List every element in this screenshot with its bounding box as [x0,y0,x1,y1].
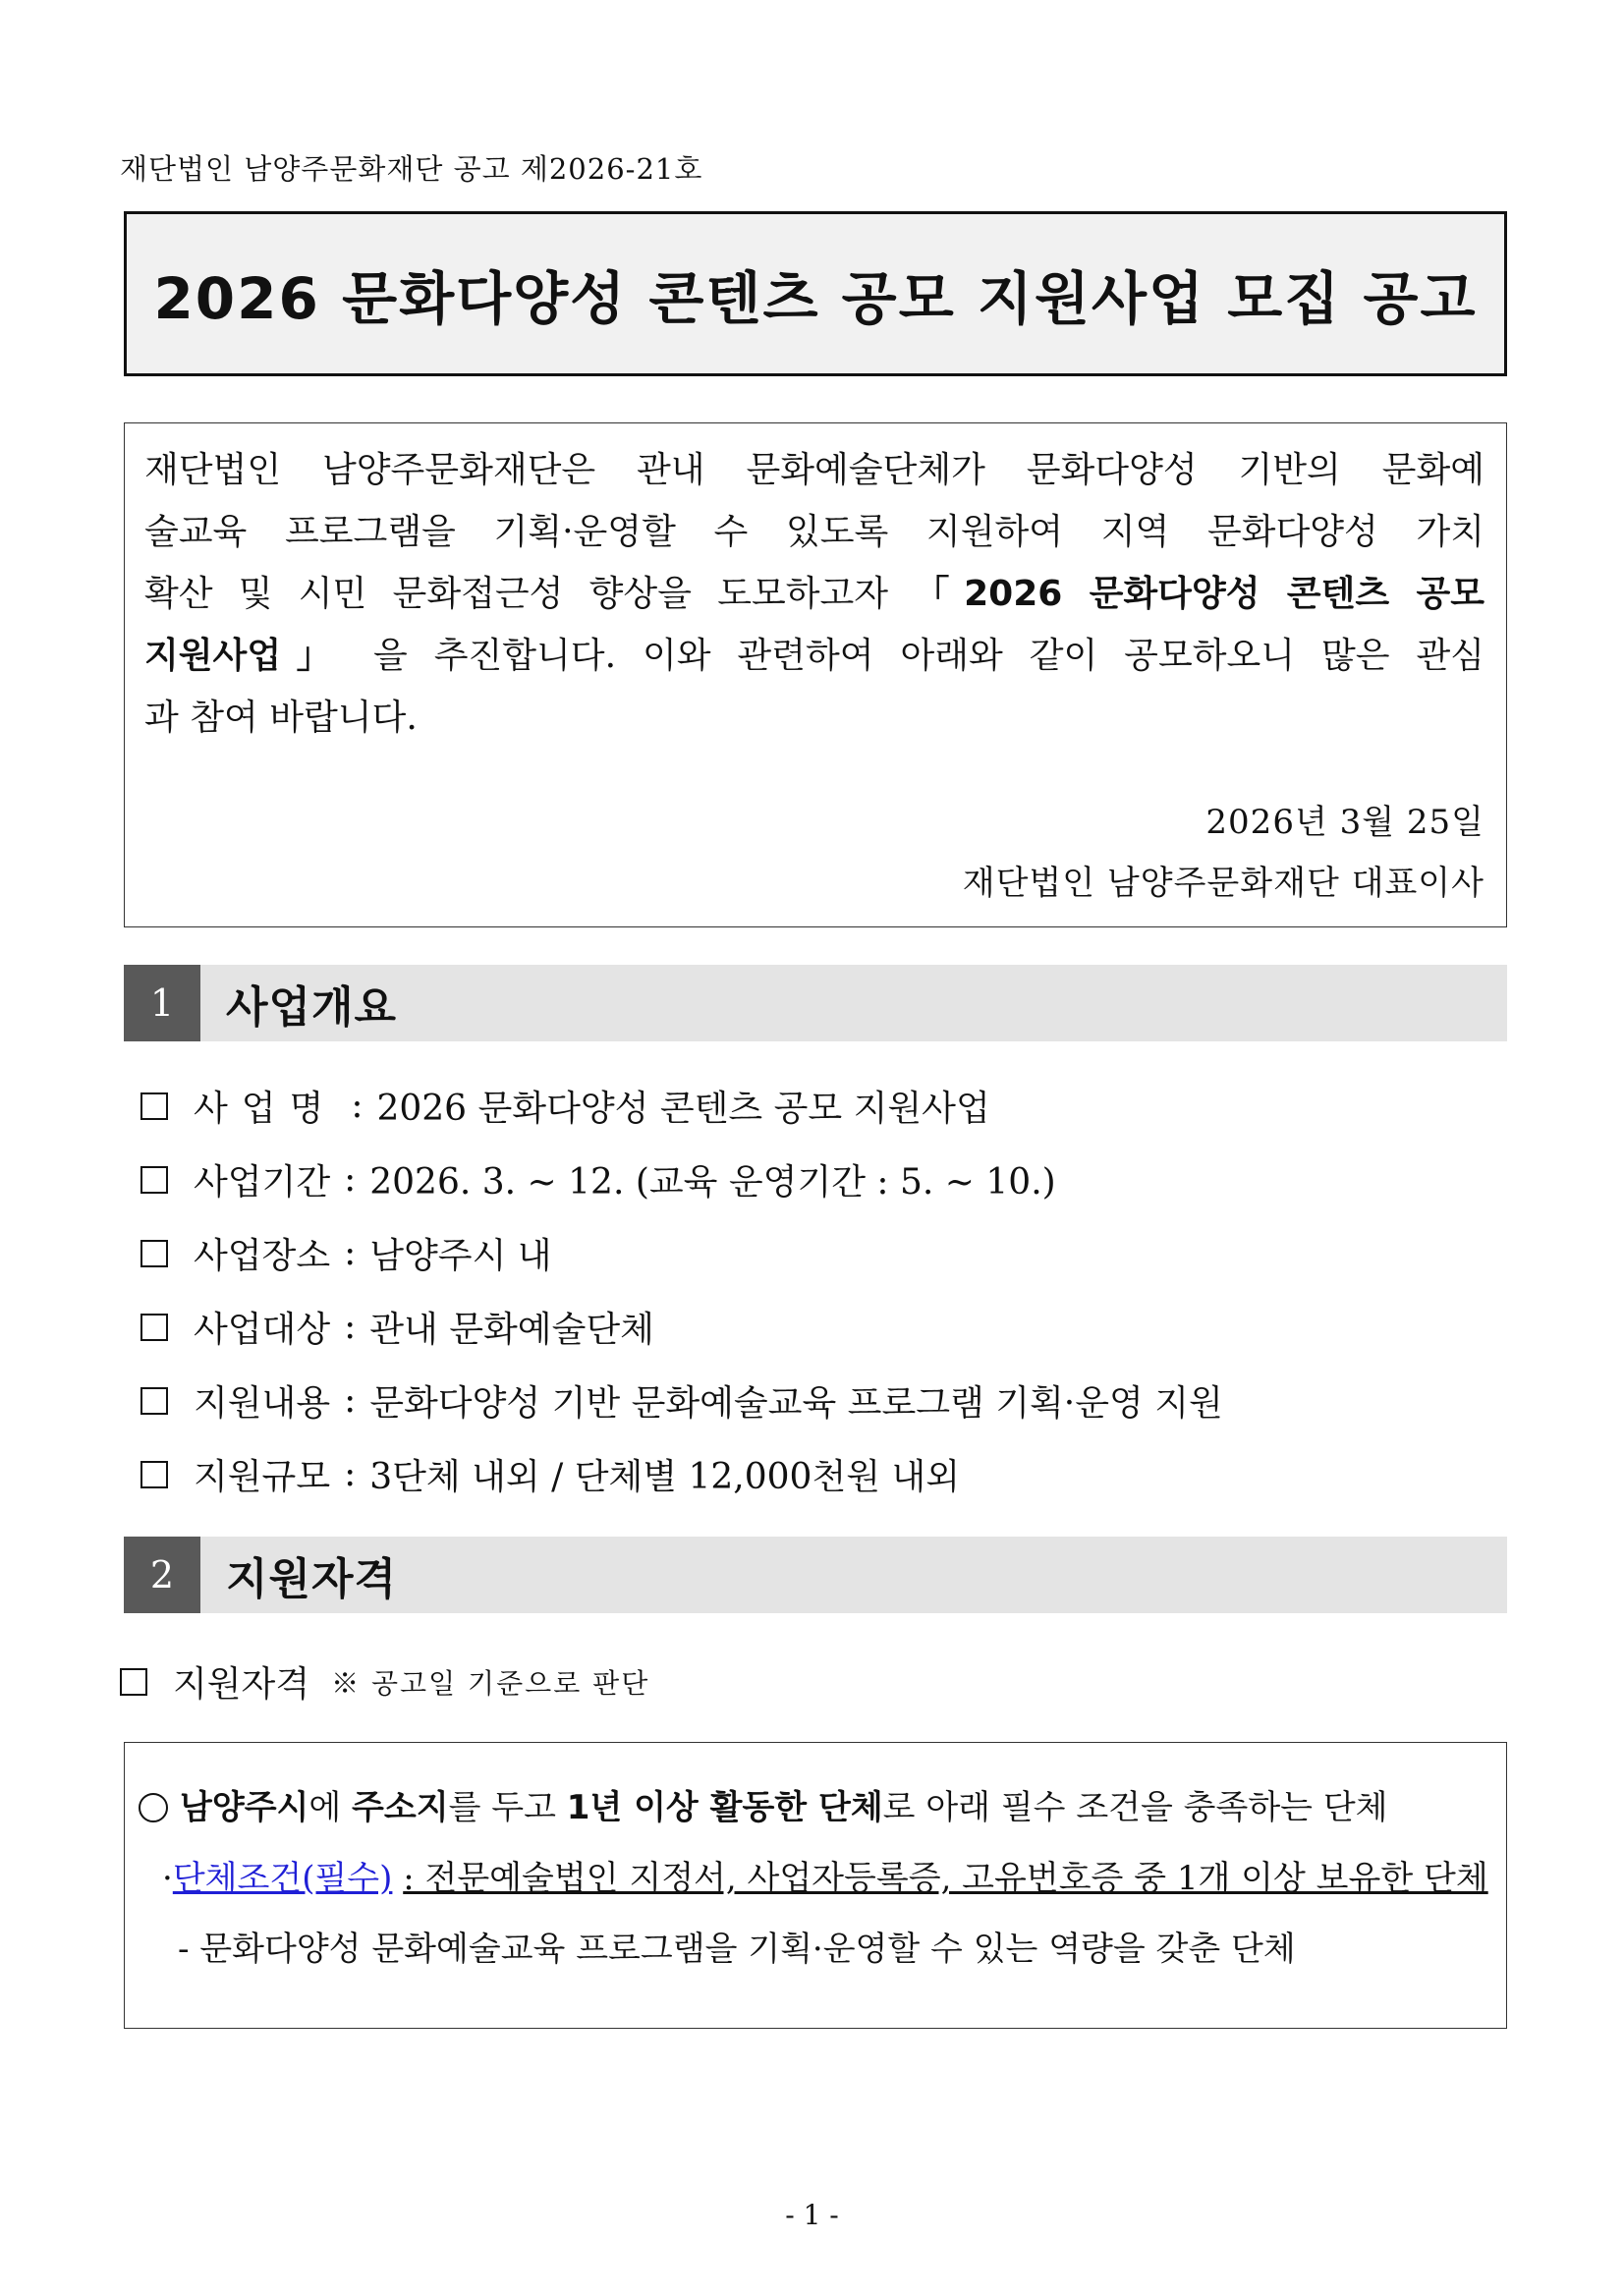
req-text: 에 [308,1788,353,1827]
overview-item: 지원규모 : 3단체 내외 / 단체별 12,000천원 내외 [140,1449,960,1499]
section-number: 1 [124,965,200,1041]
item-label: 사업대상 [194,1310,331,1350]
item-value: 2026 문화다양성 콘텐츠 공모 지원사업 [376,1089,990,1129]
item-label: 사업장소 [194,1236,331,1276]
notice-number: 재단법인 남양주문화재단 공고 제2026-21호 [120,152,703,186]
item-label: 사업기간 [194,1162,331,1203]
req-bold-address: 주소지 [352,1788,449,1827]
item-value: 남양주시 내 [369,1236,552,1276]
intro-line-4-text: 을 추진합니다. 이와 관련하여 아래와 같이 공모하오니 많은 관심 [373,636,1484,676]
checkbox-icon [140,1314,168,1341]
notice-signer: 재단법인 남양주문화재단 대표이사 [962,864,1484,903]
qualification-row [120,1656,649,1707]
intro-line-4 [144,625,1484,687]
condition-link[interactable]: 단체조건(필수) [172,1859,393,1898]
intro-box [124,422,1507,927]
section-title: 지원자격 [226,1554,398,1604]
circle-bullet-icon [139,1793,168,1822]
req-bold-activity: 1년 이상 활동한 단체 [566,1788,883,1827]
bullet-dot: · [162,1859,173,1898]
requirement-condition [139,1843,1506,1914]
req-text: 로 아래 필수 조건을 충족하는 단체 [882,1788,1388,1827]
checkbox-icon [140,1092,168,1120]
requirement-capability: - 문화다양성 문화예술교육 프로그램을 기획·운영할 수 있는 역량을 갖춘 단체 [178,1930,1296,1969]
section-header-eligibility [124,1537,1507,1613]
intro-line-2: 술교육 프로그램을 기획·운영할 수 있도록 지원하여 지역 문화다양성 가치 [144,512,1484,552]
notice-date: 2026년 3월 25일 [1205,803,1484,842]
checkbox-icon [140,1461,168,1488]
checkbox-icon [140,1166,168,1194]
item-value: 문화다양성 기반 문화예술교육 프로그램 기획·운영 지원 [369,1383,1223,1424]
checkbox-icon [140,1240,168,1267]
item-label: 지원규모 [194,1457,331,1497]
req-bold-city: 남양주시 [180,1788,309,1827]
page-number: - 1 - [785,2199,839,2231]
item-value: 관내 문화예술단체 [369,1310,654,1350]
overview-item: 지원내용 : 문화다양성 기반 문화예술교육 프로그램 기획·운영 지원 [140,1375,1223,1426]
item-label: 지원내용 [194,1383,331,1424]
checkbox-icon [140,1387,168,1415]
condition-text: : 전문예술법인 지정서, 사업자등록증, 고유번호증 중 1개 이상 보유한 단체 [403,1859,1488,1898]
section-number: 2 [124,1537,200,1613]
item-label: 사업명 [194,1089,338,1129]
page-title: 2026 문화다양성 콘텐츠 공모 지원사업 모집 공고 [153,265,1478,332]
overview-item: 사업대상 : 관내 문화예술단체 [140,1302,654,1352]
intro-line-5: 과 참여 바랍니다. [144,698,418,738]
checkbox-icon [120,1668,147,1696]
title-box [124,211,1507,376]
intro-line-1: 재단법인 남양주문화재단은 관내 문화예술단체가 문화다양성 기반의 문화예 [144,450,1484,490]
section-title: 사업개요 [226,982,398,1033]
overview-item: 사업기간 : 2026. 3. ~ 12. (교육 운영기간 : 5. ~ 10.) [140,1154,1056,1204]
overview-item: 사업명 : 2026 문화다양성 콘텐츠 공모 지원사업 [140,1081,990,1131]
qualification-label: 지원자격 [173,1664,310,1705]
intro-line-3 [144,563,1484,625]
qualification-note: ※ 공고일 기준으로 판단 [331,1666,650,1700]
req-text: 를 두고 [448,1788,567,1827]
program-name-bold: 「2026 문화다양성 콘텐츠 공모 [914,574,1485,614]
intro-line-3-text: 확산 및 시민 문화접근성 향상을 도모하고자 [144,574,889,614]
item-value: 2026. 3. ~ 12. (교육 운영기간 : 5. ~ 10.) [369,1162,1056,1203]
section-header-overview [124,965,1507,1041]
requirements-box [124,1742,1507,2029]
item-value: 3단체 내외 / 단체별 12,000천원 내외 [369,1457,961,1497]
program-name-bold-cont: 지원사업」 [144,636,348,676]
requirement-main [139,1772,1506,1843]
overview-item: 사업장소 : 남양주시 내 [140,1228,552,1278]
